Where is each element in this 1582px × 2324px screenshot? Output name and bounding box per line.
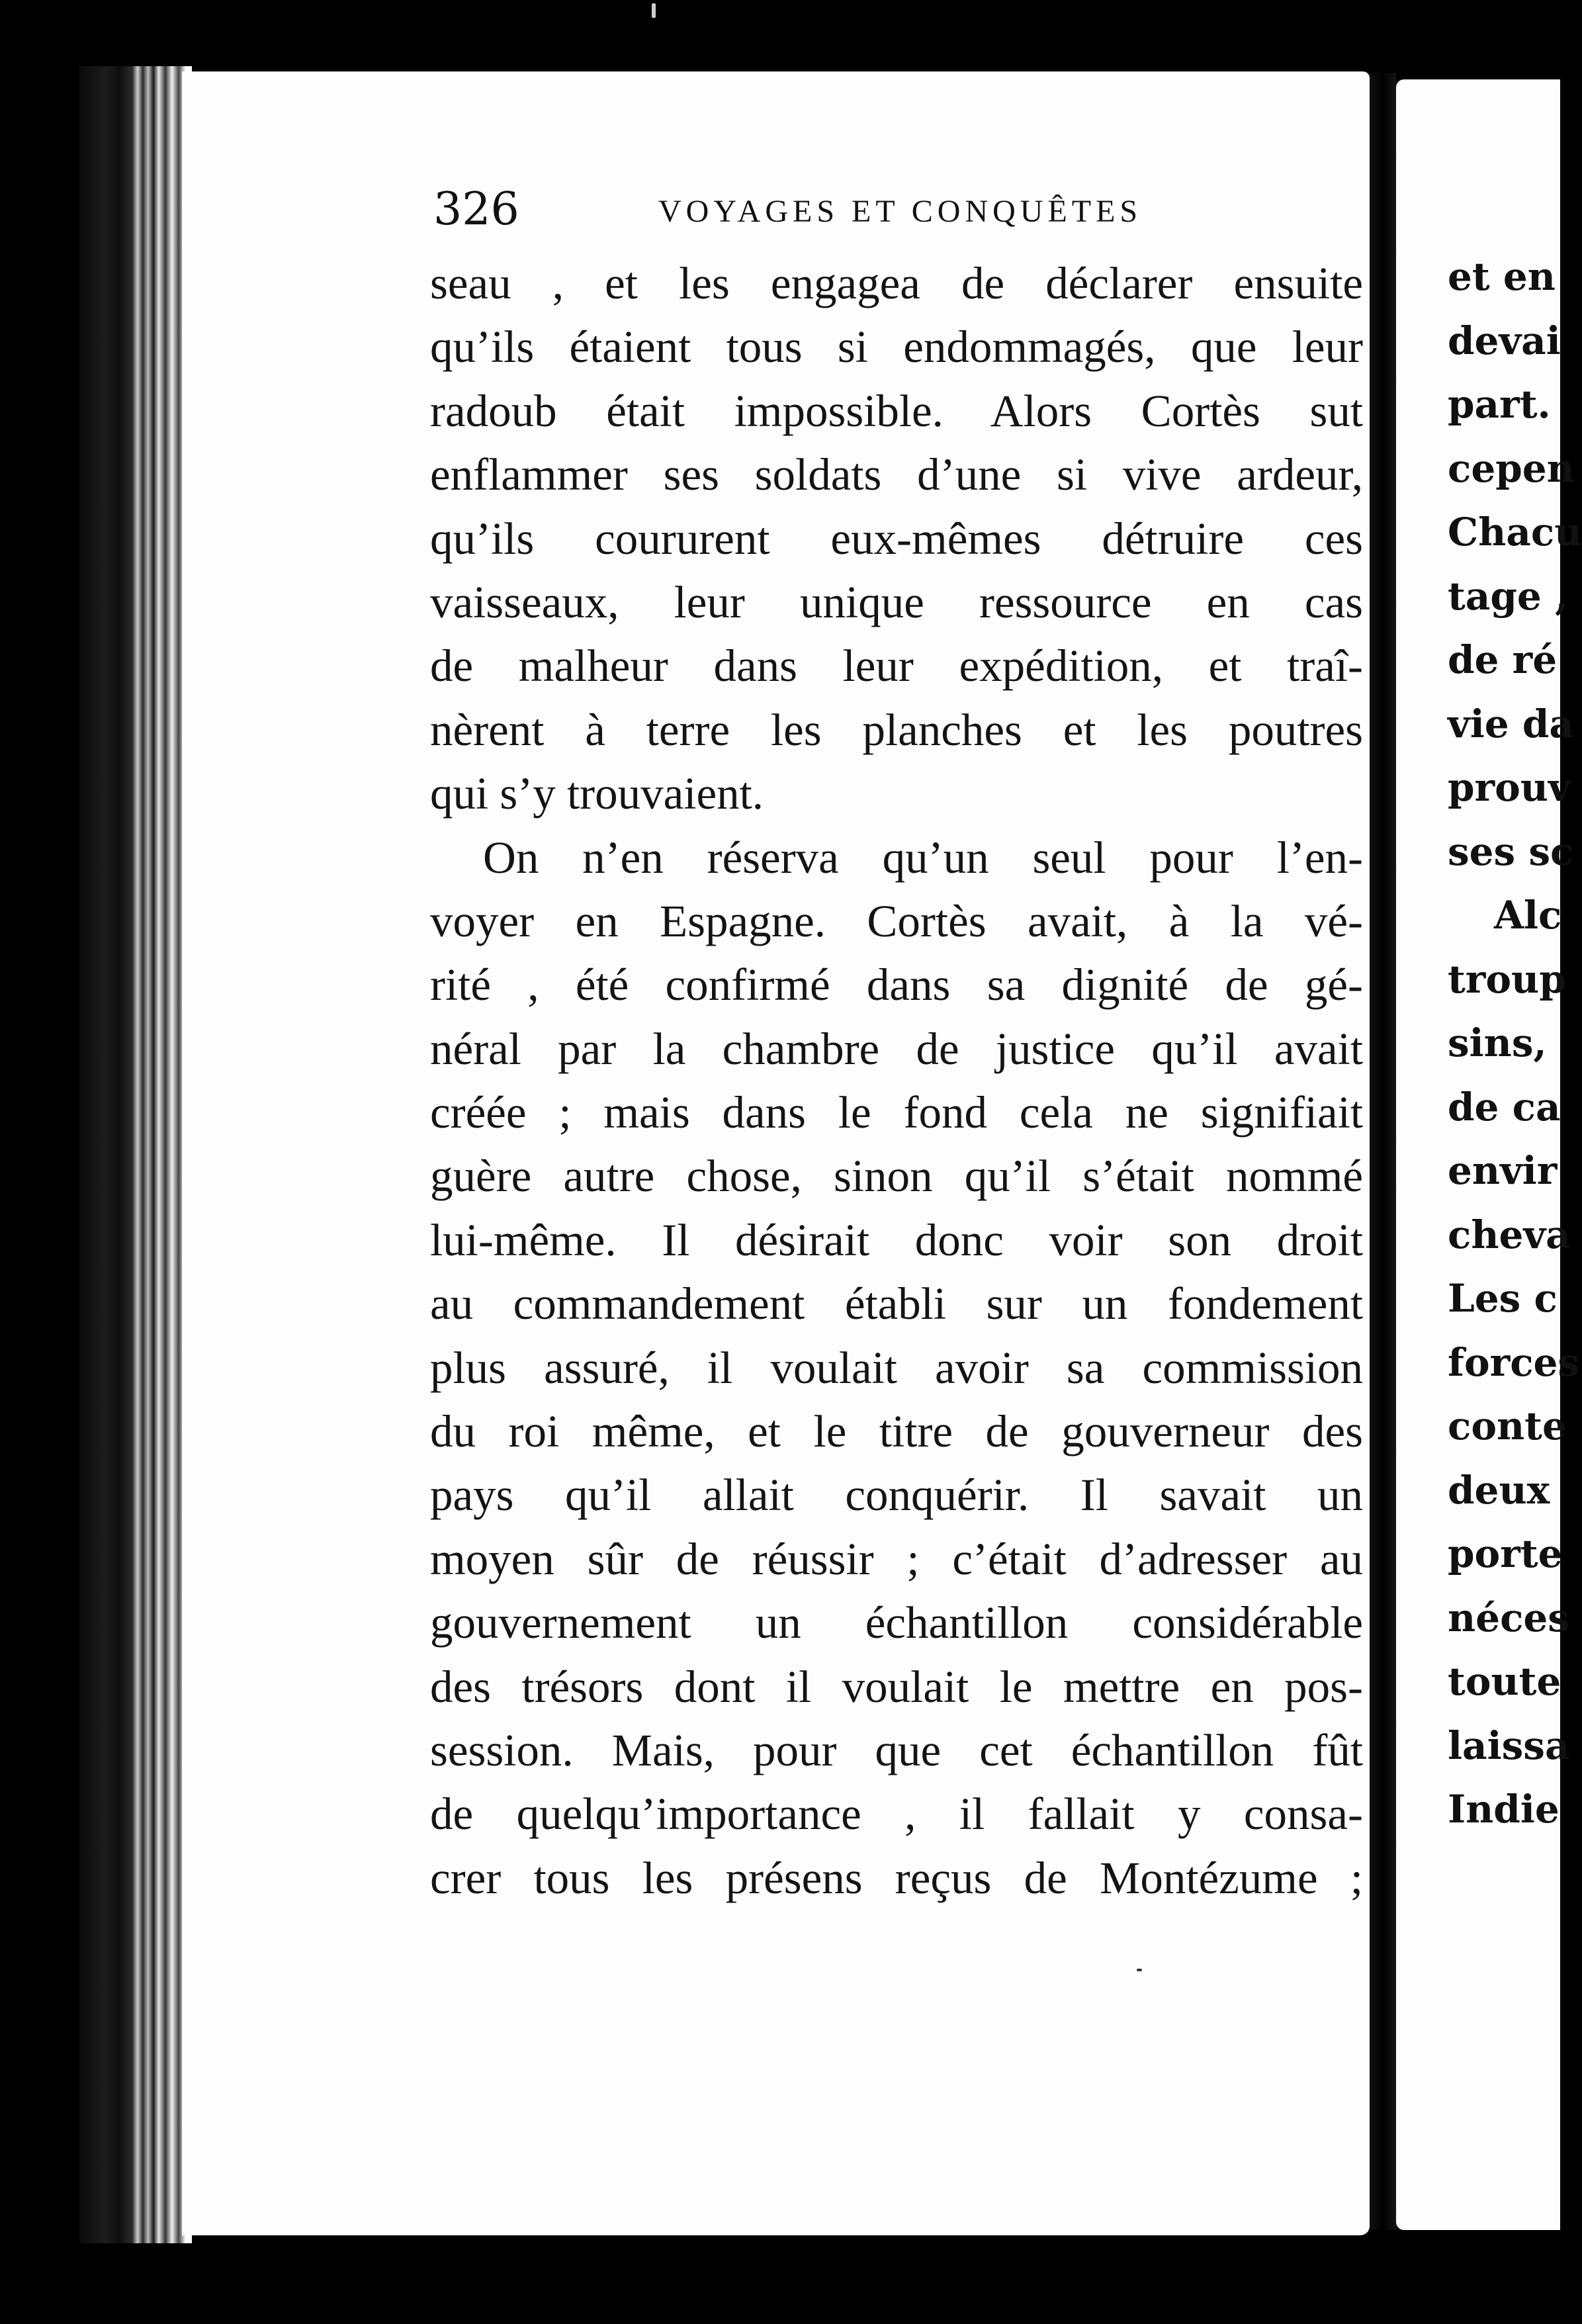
print-speck [1137,1969,1142,1971]
page-number: 326 [433,183,519,236]
facing-line: cepen [1448,445,1575,491]
text-line: lui-même. Il désirait donc voir son droit [430,1214,1363,1265]
facing-line: Indie [1448,1787,1560,1832]
text-line: gouvernement un échantillon considérable [430,1597,1363,1648]
body-text [430,251,1363,1910]
text-line: créée ; mais dans le fond cela ne signifiait [430,1087,1363,1138]
facing-line: deux [1448,1467,1550,1513]
facing-line: conte [1448,1404,1567,1449]
text-line: au commandement établi sur un fondement [430,1278,1363,1329]
text-line: radoub était impossible. Alors Cortès sut [430,385,1363,436]
text-line: moyen sûr de réussir ; c’était d’adresser au [430,1533,1363,1584]
facing-line: néces [1448,1595,1569,1640]
print-speck [652,3,656,18]
facing-line: Alc [1494,893,1562,938]
facing-line: de ré [1448,637,1558,682]
text-line: session. Mais, pour que cet échantillon fût [430,1724,1363,1775]
text-line: néral par la chambre de justice qu’il avait [430,1023,1363,1074]
facing-line: cheva [1448,1212,1571,1257]
facing-line: devai [1448,318,1561,363]
text-line: pays qu’il allait conquérir. Il savait un [430,1470,1363,1521]
facing-line: sins, [1448,1020,1547,1065]
page-gutter [1370,73,1396,2230]
text-line: de malheur dans leur expédition, et traî- [430,641,1363,692]
facing-line: envir [1448,1148,1558,1193]
facing-line: tage , [1448,573,1569,619]
facing-line: et en [1448,254,1556,299]
text-line: qui s’y trouvaient. [430,768,764,819]
running-title: VOYAGES ET CONQUÊTES [658,194,1143,229]
text-line: plus assuré, il voulait avoir sa commission [430,1342,1363,1393]
facing-line: de ca [1448,1084,1561,1130]
text-line: crer tous les présens reçus de Montézume ; [430,1852,1363,1903]
text-line: rité , été confirmé dans sa dignité de gé- [430,960,1363,1010]
facing-line: troup [1448,956,1566,1002]
facing-line: toute [1448,1659,1561,1704]
facing-line: part. [1448,382,1551,427]
facing-line: ses sc [1448,828,1574,874]
text-line: seau , et les engagea de déclarer ensuite [430,258,1363,308]
text-line: enflammer ses soldats d’une si vive ardeur, [430,449,1363,500]
text-line: du roi même, et le titre de gouverneur des [430,1406,1363,1457]
facing-line: Les c [1448,1276,1558,1321]
facing-line: forces [1448,1339,1580,1385]
text-line: voyer en Espagne. Cortès avait, à la vé- [430,895,1363,946]
facing-line: vie da [1448,701,1574,746]
book-binding-edge [79,66,192,2243]
text-line: guère autre chose, sinon qu’il s’était nommé [430,1151,1363,1202]
text-line: vaisseaux, leur unique ressource en cas [430,576,1363,627]
facing-line: laissa [1448,1722,1570,1768]
text-line: On n’en réserva qu’un seul pour l’en- [483,832,1363,883]
running-head [433,180,1366,240]
facing-line: porte [1448,1531,1563,1576]
text-line: qu’ils coururent eux-mêmes détruire ces [430,513,1363,564]
facing-page-text [1448,245,1582,1842]
facing-page [1396,79,1582,2230]
facing-line: prouv [1448,765,1571,810]
facing-line: Chacu [1448,510,1582,555]
text-line: qu’ils étaient tous si endommagés, que leur [430,322,1363,373]
text-line: des trésors dont il voulait le mettre en pos- [430,1661,1363,1712]
text-line: nèrent à terre les planches et les poutres [430,704,1363,755]
text-line: de quelqu’importance , il fallait y consa- [430,1789,1363,1840]
